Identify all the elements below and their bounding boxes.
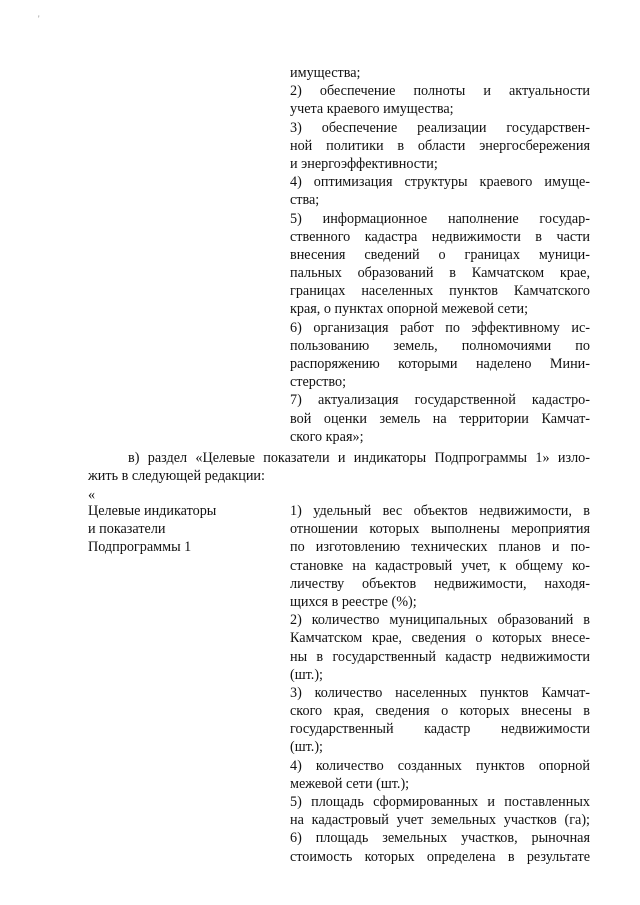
text-line: стоимость которых определена в результате bbox=[290, 848, 590, 865]
text-line: внесения сведений о границах муници- bbox=[290, 246, 590, 263]
text-line: 4) оптимизация структуры краевого имуще- bbox=[290, 174, 590, 191]
text-line: государственный кадастр недвижимости bbox=[290, 721, 590, 738]
indicators-list bbox=[290, 502, 590, 866]
text-line: стерство; bbox=[290, 374, 347, 391]
text-line: ства; bbox=[290, 192, 320, 209]
objectives-list bbox=[290, 64, 590, 446]
text-line: по изготовлению технических планов и по- bbox=[290, 539, 590, 556]
text-line: 1) удельный вес объектов недвижимости, в bbox=[290, 503, 590, 519]
text-line: (шт.); bbox=[290, 739, 323, 756]
text-line: 7) актуализация государственной кадастро- bbox=[290, 392, 590, 409]
text-line: ны в государственный кадастр недвижимости bbox=[290, 648, 590, 665]
text-line: пользованию земель, полномочиями по bbox=[290, 337, 590, 354]
text-line: границах населенных пунктов Камчатского bbox=[290, 283, 590, 300]
text-line: становке на кадастровый учет, к общему ко- bbox=[290, 557, 590, 574]
scan-mark: ' bbox=[38, 14, 40, 24]
text-line: учета краевого имущества; bbox=[290, 101, 454, 118]
text-line: (шт.); bbox=[290, 666, 323, 683]
text-line: распоряжению которыми наделено Мини- bbox=[290, 356, 590, 372]
text-line: 6) организация работ по эффективному ис- bbox=[290, 319, 590, 336]
text-line: в) раздел «Целевые показатели и индикаторы Подпрограммы 1» изло- bbox=[128, 450, 590, 466]
text-line: 5) площадь сформированных и поставленных bbox=[290, 794, 590, 810]
text-line: 6) площадь земельных участков, рыночная bbox=[290, 830, 590, 847]
text-line: Целевые индикаторы bbox=[88, 503, 217, 519]
text-line: ского края»; bbox=[290, 428, 364, 445]
text-line: и показатели bbox=[88, 521, 166, 538]
amendment-paragraph bbox=[88, 449, 590, 485]
text-line: 3) количество населенных пунктов Камчат- bbox=[290, 684, 590, 701]
text-line: 5) информационное наполнение государ- bbox=[290, 210, 590, 227]
text-line: 3) обеспечение реализации государствен- bbox=[290, 119, 590, 136]
text-line: ственного кадастра недвижимости в части bbox=[290, 228, 590, 245]
section-label bbox=[88, 502, 268, 557]
text-line: Камчатском крае, сведения о которых внесе- bbox=[290, 630, 590, 647]
opening-quote: « bbox=[88, 487, 96, 503]
text-line: края, о пунктах опорной межевой сети; bbox=[290, 301, 529, 318]
text-line: пальных образований в Камчатском крае, bbox=[290, 265, 590, 282]
text-line: ной политики в области энергосбережения bbox=[290, 137, 590, 154]
text-line: вой оценки земель на территории Камчат- bbox=[290, 410, 590, 427]
text-line: межевой сети (шт.); bbox=[290, 775, 410, 792]
text-line: личеству объектов недвижимости, находя- bbox=[290, 575, 590, 592]
text-line: щихся в реестре (%); bbox=[290, 593, 417, 610]
text-line: имущества; bbox=[290, 65, 361, 81]
text-line: на кадастровый учет земельных участков (га); bbox=[290, 812, 590, 829]
text-line: 2) обеспечение полноты и актуальности bbox=[290, 83, 590, 100]
text-line: ского края, сведения о которых внесены в bbox=[290, 703, 590, 720]
text-line: 2) количество муниципальных образований в bbox=[290, 612, 590, 629]
text-line: отношении которых выполнены мероприятия bbox=[290, 521, 590, 538]
text-line: жить в следующей редакции: bbox=[88, 468, 265, 485]
text-line: Подпрограммы 1 bbox=[88, 539, 192, 556]
text-line: и энергоэффективности; bbox=[290, 155, 438, 172]
text-line: 4) количество созданных пунктов опорной bbox=[290, 757, 590, 774]
